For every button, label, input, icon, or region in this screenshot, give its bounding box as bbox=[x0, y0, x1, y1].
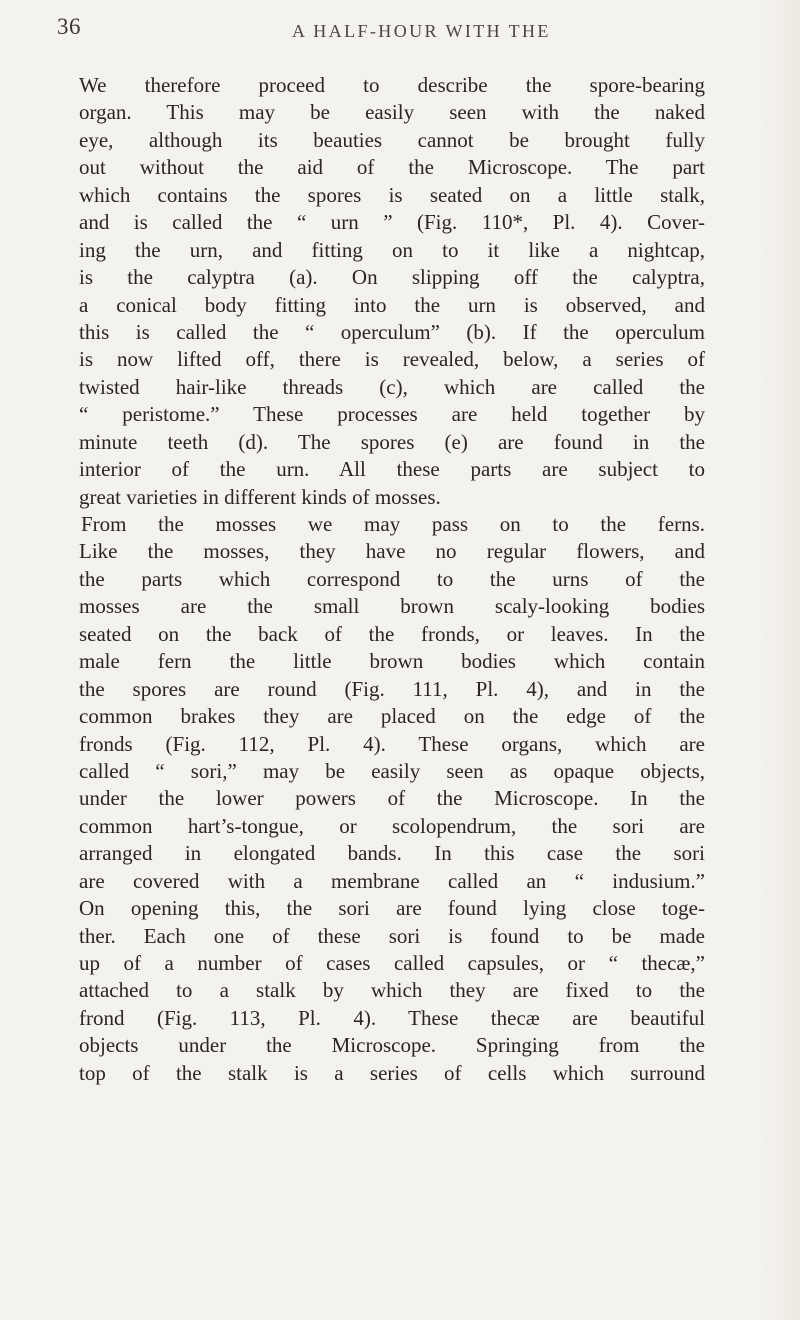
text-line: Like the mosses, they have no regular flowers, and bbox=[79, 539, 705, 564]
text-line: the spores are round (Fig. 111, Pl. 4), and in the bbox=[79, 676, 705, 701]
text-line: mosses are the small brown scaly-looking bodies bbox=[79, 594, 705, 619]
text-line: are covered with a membrane called an “ indusium.” bbox=[79, 868, 705, 893]
text-line: male fern the little brown bodies which contain bbox=[79, 649, 705, 674]
text-line: ing the urn, and fitting on to it like a nightcap, bbox=[79, 237, 705, 262]
text-line: arranged in elongated bands. In this case the sori bbox=[79, 841, 705, 866]
text-line: which contains the spores is seated on a little stalk, bbox=[79, 182, 705, 207]
text-line: top of the stalk is a series of cells which surround bbox=[79, 1060, 705, 1085]
text-line: great varieties in different kinds of mosses. bbox=[79, 484, 441, 509]
text-line: this is called the “ operculum” (b). If the operculum bbox=[79, 319, 705, 344]
text-line: a conical body fitting into the urn is observed, and bbox=[79, 292, 705, 317]
text-line: eye, although its beauties cannot be brought fully bbox=[79, 127, 705, 152]
text-line: twisted hair-like threads (c), which are called the bbox=[79, 374, 705, 399]
text-line: fronds (Fig. 112, Pl. 4). These organs, which are bbox=[79, 731, 705, 756]
text-line: out without the aid of the Microscope. The part bbox=[79, 155, 705, 180]
text-line: seated on the back of the fronds, or leaves. In the bbox=[79, 621, 705, 646]
page-edge-shadow bbox=[760, 0, 800, 1320]
text-line: “ peristome.” These processes are held together by bbox=[79, 402, 705, 427]
text-line: On opening this, the sori are found lying close toge- bbox=[79, 896, 705, 921]
text-line: objects under the Microscope. Springing from the bbox=[79, 1033, 705, 1058]
text-line: common brakes they are placed on the edge of the bbox=[79, 704, 705, 729]
page-number: 36 bbox=[57, 14, 81, 39]
text-line: frond (Fig. 113, Pl. 4). These thecæ are beautiful bbox=[79, 1005, 705, 1030]
text-line: minute teeth (d). The spores (e) are found in the bbox=[79, 429, 705, 454]
text-line: is now lifted off, there is revealed, below, a series of bbox=[79, 347, 705, 372]
text-line: organ. This may be easily seen with the naked bbox=[79, 100, 705, 125]
text-line: up of a number of cases called capsules, or “ thecæ,” bbox=[79, 951, 705, 975]
text-line: From the mosses we may pass on to the ferns. bbox=[81, 512, 705, 536]
text-line: under the lower powers of the Microscope. In the bbox=[79, 786, 705, 811]
body-text bbox=[79, 72, 705, 1087]
text-line: attached to a stalk by which they are fixed to the bbox=[79, 978, 705, 1003]
text-line: is the calyptra (a). On slipping off the calyptra, bbox=[79, 265, 705, 290]
text-line: ther. Each one of these sori is found to be made bbox=[79, 923, 705, 948]
text-line: interior of the urn. All these parts are subject to bbox=[79, 457, 705, 482]
text-line: called “ sori,” may be easily seen as opaque objects, bbox=[79, 758, 705, 783]
text-line: We therefore proceed to describe the spore-bearing bbox=[79, 73, 705, 97]
running-head: A HALF-HOUR WITH THE bbox=[292, 21, 551, 41]
text-line: common hart’s-tongue, or scolopendrum, the sori are bbox=[79, 813, 705, 838]
text-line: and is called the “ urn ” (Fig. 110*, Pl. 4). Cover- bbox=[79, 210, 705, 235]
text-line: the parts which correspond to the urns of the bbox=[79, 566, 705, 591]
